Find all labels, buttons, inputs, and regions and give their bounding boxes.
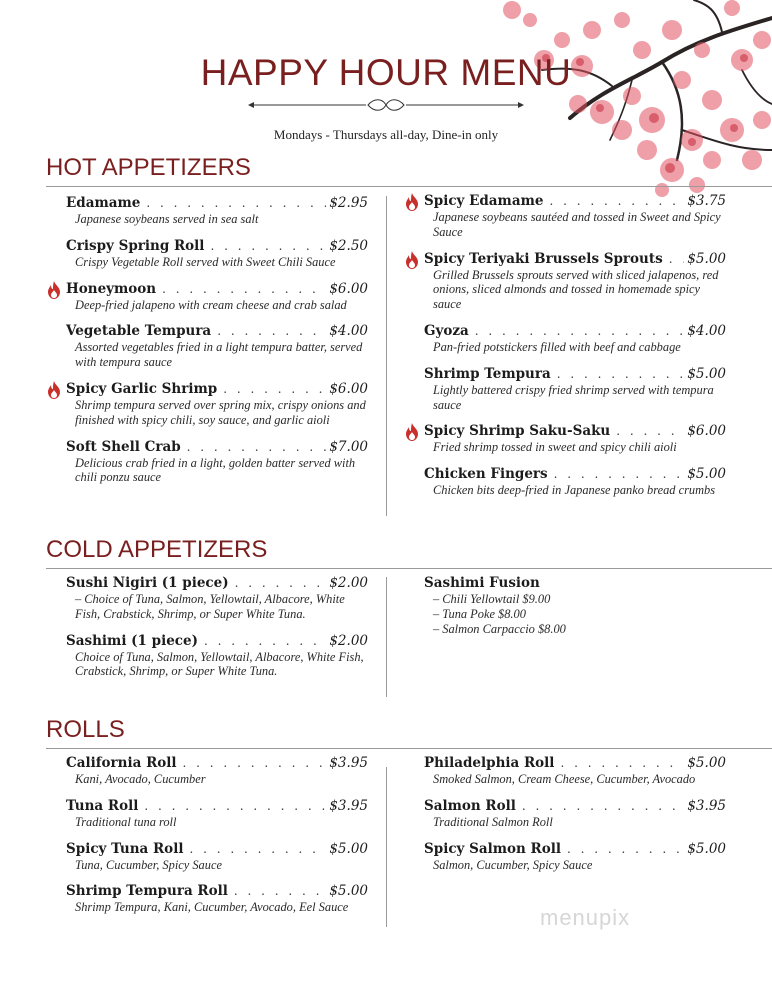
item-price: $6.00 (687, 423, 726, 440)
item-price: $2.00 (329, 575, 368, 591)
column-divider (386, 196, 387, 516)
item-description: Traditional Salmon Roll (433, 814, 553, 829)
leader-dots (549, 193, 684, 210)
leader-dots (557, 366, 685, 383)
item-price: $4.00 (687, 322, 726, 339)
section-title-rolls: ROLLS (46, 716, 125, 743)
item-name: Spicy Shrimp Saku-Saku (424, 423, 611, 440)
item-name: California Roll (66, 755, 177, 771)
fusion-line: – Chili Yellowtail $9.00 (433, 592, 551, 606)
leader-dots (235, 575, 327, 592)
leader-dots (162, 281, 326, 298)
menu-item (66, 439, 368, 486)
item-description: Assorted vegetables fried in a light tempura batter, served with tempura sauce (75, 340, 363, 370)
item-description: Tuna, Cucumber, Spicy Sauce (75, 857, 222, 872)
menu-item (66, 798, 368, 830)
menu-item (66, 195, 368, 227)
leader-dots (616, 423, 684, 440)
menu-item (424, 798, 726, 830)
rolls-right-column (424, 755, 726, 883)
item-description: Grilled Brussels sprouts served with sliced jalapenos, red onions, sliced almonds and tossed in homemade spicy sauce (433, 267, 719, 312)
cold-appetizers-right-column (424, 575, 726, 647)
leader-dots (204, 633, 326, 650)
rolls-left-column (66, 755, 368, 926)
section-divider (46, 186, 772, 187)
menu-item (424, 366, 726, 413)
item-name: Vegetable Tempura (66, 323, 212, 340)
item-name: Spicy Edamame (424, 193, 544, 209)
item-description: Salmon, Cucumber, Spicy Sauce (433, 857, 593, 872)
column-divider (386, 767, 387, 927)
leader-dots (144, 798, 326, 815)
fusion-line: – Tuna Poke $8.00 (433, 606, 526, 621)
menu-item (66, 281, 368, 313)
item-price: $6.00 (329, 280, 368, 297)
item-description (424, 592, 726, 636)
spicy-flame-icon (404, 251, 420, 269)
item-name: Spicy Salmon Roll (424, 840, 561, 857)
leader-dots (522, 798, 684, 815)
item-name: Tuna Roll (66, 797, 139, 814)
menu-item (424, 575, 726, 636)
item-price: $3.95 (329, 755, 368, 771)
item-description: Fried shrimp tossed in sweet and spicy chili aioli (433, 440, 677, 455)
menu-subtitle: Mondays - Thursdays all-day, Dine-in only (273, 127, 499, 142)
item-name: Spicy Teriyaki Brussels Sprouts (424, 250, 663, 267)
spicy-flame-icon (404, 193, 420, 211)
item-price: $5.00 (687, 365, 726, 382)
leader-dots (475, 323, 685, 340)
menu-item (424, 466, 726, 498)
item-price: $3.95 (687, 797, 726, 814)
divider-ornament (248, 98, 524, 112)
cold-appetizers-left-column (66, 575, 368, 690)
item-name: Soft Shell Crab (66, 438, 181, 455)
item-price: $4.00 (329, 323, 368, 340)
item-price: $5.00 (687, 466, 726, 483)
menu-item (424, 323, 726, 355)
item-description: Japanese soybeans sautéed and tossed in Sweet and Spicy Sauce (433, 210, 721, 239)
item-name: Sushi Nigiri (1 piece) (66, 575, 229, 591)
item-name: Shrimp Tempura (424, 365, 551, 382)
leader-dots (554, 466, 685, 483)
item-description: Delicious crab fried in a light, golden batter served with chili ponzu sauce (75, 455, 356, 485)
item-name: Spicy Tuna Roll (66, 840, 184, 857)
item-name: Crispy Spring Roll (66, 237, 205, 254)
cherry-blossom-illustration (482, 0, 772, 200)
leader-dots (217, 323, 326, 340)
hot-appetizers-left-column (66, 195, 368, 496)
item-name: Gyoza (424, 322, 469, 339)
menu-item (424, 755, 726, 787)
item-name: Edamame (66, 195, 141, 211)
item-name: Salmon Roll (424, 797, 516, 814)
menu-item (66, 633, 368, 680)
fusion-line: – Salmon Carpaccio $8.00 (433, 621, 566, 636)
leader-dots (234, 883, 326, 900)
item-description: Shrimp Tempura, Kani, Cucumber, Avocado, Eel Sauce (75, 900, 349, 915)
menu-item (66, 841, 368, 873)
item-description: Shrimp tempura served over spring mix, crispy onions and finished with spicy chili, soy sauce, and garlic aioli (75, 397, 366, 427)
item-description: Deep-fried jalapeno with cream cheese and crab salad (75, 297, 347, 312)
leader-dots (187, 439, 327, 456)
item-price: $5.00 (687, 250, 726, 267)
item-price: $5.00 (329, 883, 368, 900)
item-description: Lightly battered crispy fried shrimp served with tempura sauce (433, 382, 714, 412)
menu-item (424, 193, 726, 240)
leader-dots (567, 841, 684, 858)
item-description: – Choice of Tuna, Salmon, Yellowtail, Albacore, White Fish, Crabstick, Shrimp, or Super White Tuna. (75, 592, 345, 621)
leader-dots (210, 238, 326, 255)
item-description: Chicken bits deep-fried in Japanese panko bread crumbs (433, 483, 716, 498)
spicy-flame-icon (46, 281, 62, 299)
spicy-flame-icon (404, 423, 420, 441)
section-divider (46, 748, 772, 749)
leader-dots (146, 195, 326, 212)
item-name: Spicy Garlic Shrimp (66, 380, 218, 397)
item-description: Smoked Salmon, Cream Cheese, Cucumber, Avocado (433, 772, 696, 786)
item-name: Sashimi (1 piece) (66, 632, 198, 649)
item-description: Choice of Tuna, Salmon, Yellowtail, Albacore, White Fish, Crabstick, Shrimp, or Super White Tuna. (75, 649, 364, 679)
menu-item (66, 883, 368, 915)
item-description: Japanese soybeans served in sea salt (75, 212, 259, 226)
column-divider (386, 577, 387, 697)
menu-item (66, 323, 368, 370)
section-title-hot-appetizers: HOT APPETIZERS (46, 154, 251, 181)
leader-dots (560, 755, 684, 772)
leader-dots (189, 841, 326, 858)
item-price: $5.00 (687, 755, 726, 771)
hot-appetizers-right-column (424, 193, 726, 509)
section-divider (46, 568, 772, 569)
menu-item (66, 381, 368, 428)
menu-item (424, 251, 726, 312)
item-price: $2.00 (329, 632, 368, 649)
menu-item (66, 238, 368, 270)
watermark: menupix (540, 905, 631, 930)
item-price: $3.95 (329, 797, 368, 814)
item-name: Sashimi Fusion (424, 575, 540, 591)
menu-item (66, 575, 368, 622)
menu-title: HAPPY HOUR MENU (200, 52, 572, 93)
item-price: $7.00 (329, 438, 368, 455)
item-price: $5.00 (687, 840, 726, 857)
leader-dots (669, 251, 685, 268)
item-description: Pan-fried potstickers filled with beef and cabbage (433, 339, 681, 354)
item-name: Honeymoon (66, 280, 157, 297)
menu-item (66, 755, 368, 787)
item-price: $3.75 (687, 193, 726, 209)
menu-item (424, 841, 726, 873)
item-price: $6.00 (329, 380, 368, 397)
item-price: $2.95 (329, 195, 368, 211)
item-price: $2.50 (329, 237, 368, 254)
item-price: $5.00 (329, 840, 368, 857)
leader-dots (223, 381, 326, 398)
item-description: Kani, Avocado, Cucumber (75, 772, 206, 786)
spicy-flame-icon (46, 381, 62, 399)
menu-item (424, 423, 726, 455)
section-title-cold-appetizers: COLD APPETIZERS (46, 536, 268, 563)
item-name: Philadelphia Roll (424, 755, 555, 771)
item-description: Traditional tuna roll (75, 814, 177, 829)
item-description: Crispy Vegetable Roll served with Sweet Chili Sauce (75, 254, 336, 269)
item-name: Shrimp Tempura Roll (66, 883, 228, 900)
leader-dots (183, 755, 327, 772)
item-name: Chicken Fingers (424, 466, 548, 483)
